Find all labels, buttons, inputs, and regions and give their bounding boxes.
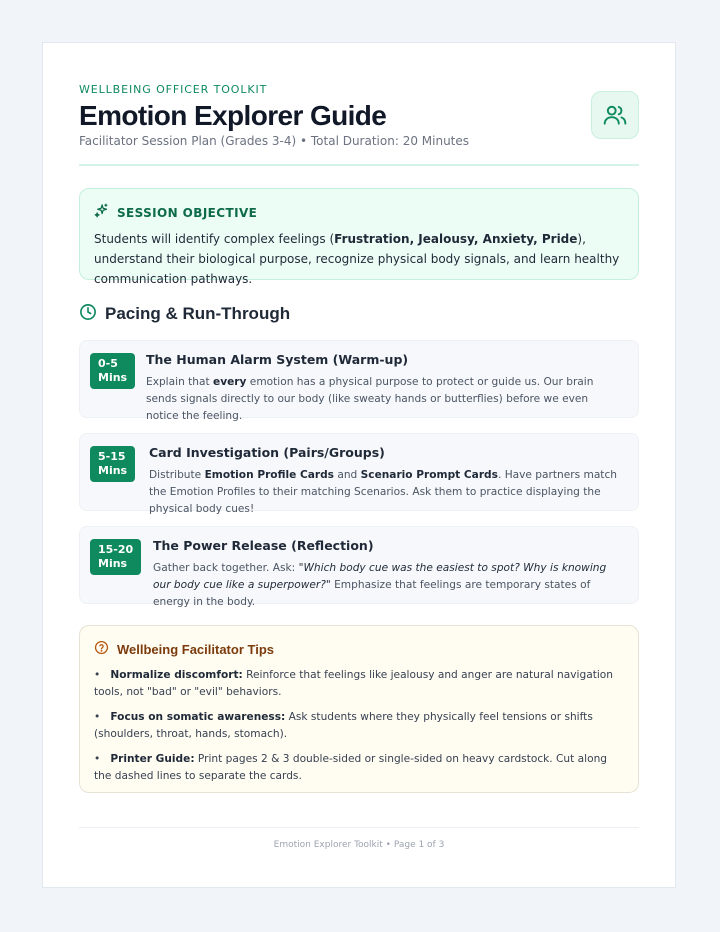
step-title: The Human Alarm System (Warm-up) <box>146 352 409 367</box>
facilitator-tips-box <box>79 625 639 793</box>
page-title: Emotion Explorer Guide <box>79 100 387 131</box>
document-page <box>42 42 676 888</box>
tip-item: • Focus on somatic awareness: Ask students where they physically feel tensions or shifts (shoulders, throat, hands, stomach). <box>94 711 593 740</box>
step-title: Card Investigation (Pairs/Groups) <box>149 445 385 460</box>
time-badge: 5-15 Mins <box>90 446 135 482</box>
step-description: Gather back together. Ask: "Which body cue was the easiest to spot? Why is knowing our body cue like a superpower?" Emphasize that feelings are temporary states of energy in the body. <box>153 562 607 608</box>
tips-heading: Wellbeing Facilitator Tips <box>117 642 274 657</box>
time-badge: 15-20 Mins <box>90 539 141 575</box>
pacing-step <box>79 433 639 515</box>
step-description: Distribute Emotion Profile Cards and Scenario Prompt Cards. Have partners match the Emotion Profiles to their matching Scenarios. Ask them to practice displaying the physical body cues! <box>149 469 618 515</box>
objective-heading: SESSION OBJECTIVE <box>117 205 258 220</box>
time-badge: 0-5 Mins <box>90 353 135 389</box>
pacing-step <box>79 526 639 608</box>
pacing-title: Pacing & Run-Through <box>105 304 291 323</box>
page-subtitle: Facilitator Session Plan (Grades 3-4) • Total Duration: 20 Minutes <box>79 134 470 148</box>
eyebrow-label: WELLBEING OFFICER TOOLKIT <box>79 83 268 96</box>
tip-item: • Normalize discomfort: Reinforce that feelings like jealousy and anger are natural navigation tools, not "bad" or "evil" behaviors. <box>94 669 613 698</box>
pacing-step <box>79 340 639 422</box>
question-circle-icon <box>94 640 109 659</box>
session-objective-box <box>79 188 639 286</box>
step-title: The Power Release (Reflection) <box>153 538 374 553</box>
sparkles-icon <box>94 203 109 222</box>
users-icon <box>591 91 639 139</box>
step-description: Explain that every emotion has a physical purpose to protect or guide us. Our brain sends signals directly to our body (like sweaty hands or butterflies) before we even notice the feeling. <box>146 376 594 422</box>
page-footer: Emotion Explorer Toolkit • Page 1 of 3 <box>273 840 445 850</box>
tip-item: • Printer Guide: Print pages 2 & 3 double-sided or single-sided on heavy cardstock. Cut along the dashed lines to separate the cards. <box>94 753 608 782</box>
header-divider <box>79 164 639 166</box>
objective-text: Students will identify complex feelings (Frustration, Jealousy, Anxiety, Pride), understand their biological purpose, recognize physical body signals, and learn healthy communication pathways. <box>94 232 620 286</box>
objective-emotions: Frustration, Jealousy, Anxiety, Pride <box>334 232 578 246</box>
pacing-section-heading <box>79 303 290 325</box>
footer-divider <box>79 827 639 828</box>
clock-icon <box>79 303 97 325</box>
